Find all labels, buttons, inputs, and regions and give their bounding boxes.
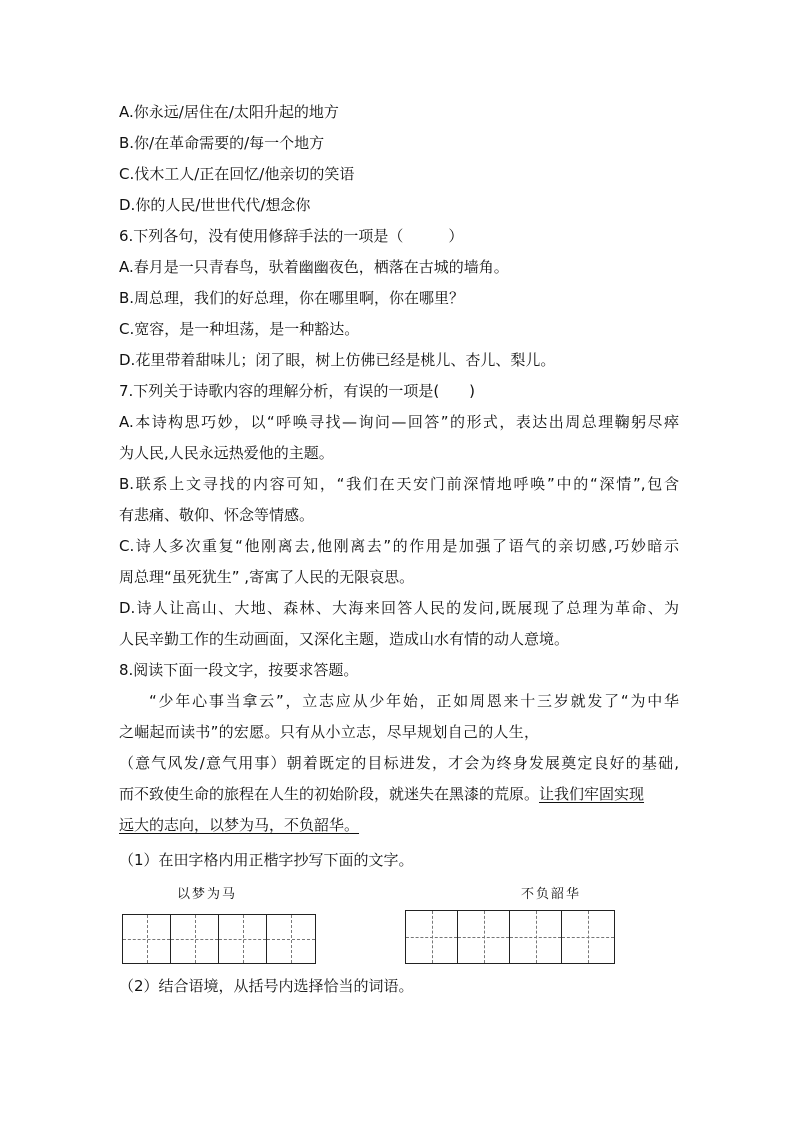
q7-option-b-line1: B.联系上文寻找的内容可知，“我们在天安门前深情地呼唤”中的“深情”,包含 [119,475,679,493]
q7-stem: 7.下列关于诗歌内容的理解分析，有误的一项是( ) [119,382,476,400]
grid-label-right: 不负韶华 [521,887,582,902]
q5-option-b: B.你/在革命需要的/每一个地方 [119,134,325,152]
q8-passage-line4-underlined: 让我们牢固实现 [539,785,645,803]
q7-option-b-line2: 有悲痛、敬仰、怀念等情感。 [119,506,315,524]
q7-option-a-line1: A.本诗构思巧妙，以“呼唤寻找—询问—回答”的形式，表达出周总理鞠躬尽瘁 [119,413,679,431]
tianzige-cell[interactable] [219,915,267,963]
q8-passage-line4-text: 而不致使生命的旅程在人生的初始阶段，就迷失在黑漆的荒原。 [119,785,540,803]
q7-option-c-line2: 周总理“虽死犹生” ,寄寓了人民的无限哀思。 [119,568,415,586]
q6-option-d: D.花里带着甜味儿；闭了眼，树上仿佛已经是桃儿、杏儿、梨儿。 [119,351,556,369]
q8-passage-line5-underlined: 远大的志向，以梦为马，不负韶华。 [119,816,360,834]
q7-option-d-line1: D.诗人让高山、大地、森林、大海来回答人民的发问,既展现了总理为革命、为 [119,599,679,617]
tianzige-cell[interactable] [458,911,510,963]
q5-option-d: D.你的人民/世世代代/想念你 [119,196,311,214]
q8-passage-line2: 之崛起而读书”的宏愿。只有从小立志，尽早规划自己的人生， [119,723,539,741]
q6-option-c: C.宽容，是一种坦荡，是一种豁达。 [119,320,360,338]
tianzige-cell[interactable] [510,911,562,963]
tianzige-cell[interactable] [123,915,171,963]
q6-stem: 6.下列各句，没有使用修辞手法的一项是（ ） [119,227,464,245]
tianzige-cell[interactable] [171,915,219,963]
q6-option-b: B.周总理，我们的好总理，你在哪里啊，你在哪里？ [119,289,465,307]
tianzige-cell[interactable] [267,915,315,963]
q7-option-c-line1: C.诗人多次重复“他刚离去,他刚离去”的作用是加强了语气的亲切感,巧妙暗示 [119,537,679,555]
grid-label-left: 以梦为马 [177,887,238,902]
q7-option-d-line2: 人民辛勤工作的生动画面，又深化主题，造成山水有情的动人意境。 [119,630,570,648]
tianzige-cell[interactable] [406,911,458,963]
q6-option-a: A.春月是一只青春鸟，驮着幽幽夜色，栖落在古城的墙角。 [119,258,509,276]
q8-passage-line3: （意气风发/意气用事）朝着既定的目标进发，才会为终身发展奠定良好的基础, [119,754,679,772]
q7-option-a-line2: 为人民,人民永远热爱他的主题。 [119,444,334,462]
q8-subquestion-1: （1）在田字格内用正楷字抄写下面的文字。 [119,851,414,869]
tianzige-grid-left[interactable] [122,914,316,964]
q8-passage-line1: “少年心事当拿云”，立志应从少年始，正如周恩来十三岁就发了“为中华 [149,692,679,710]
q8-stem: 8.阅读下面一段文字，按要求答题。 [119,661,359,679]
q8-passage-line4 [119,784,679,804]
q5-option-c: C.伐木工人/正在回忆/他亲切的笑语 [119,165,355,183]
q5-option-a: A.你永远/居住在/太阳升起的地方 [119,103,339,121]
q8-subquestion-2: （2）结合语境，从括号内选择恰当的词语。 [119,977,414,995]
tianzige-cell[interactable] [562,911,614,963]
tianzige-grid-right[interactable] [405,910,615,964]
